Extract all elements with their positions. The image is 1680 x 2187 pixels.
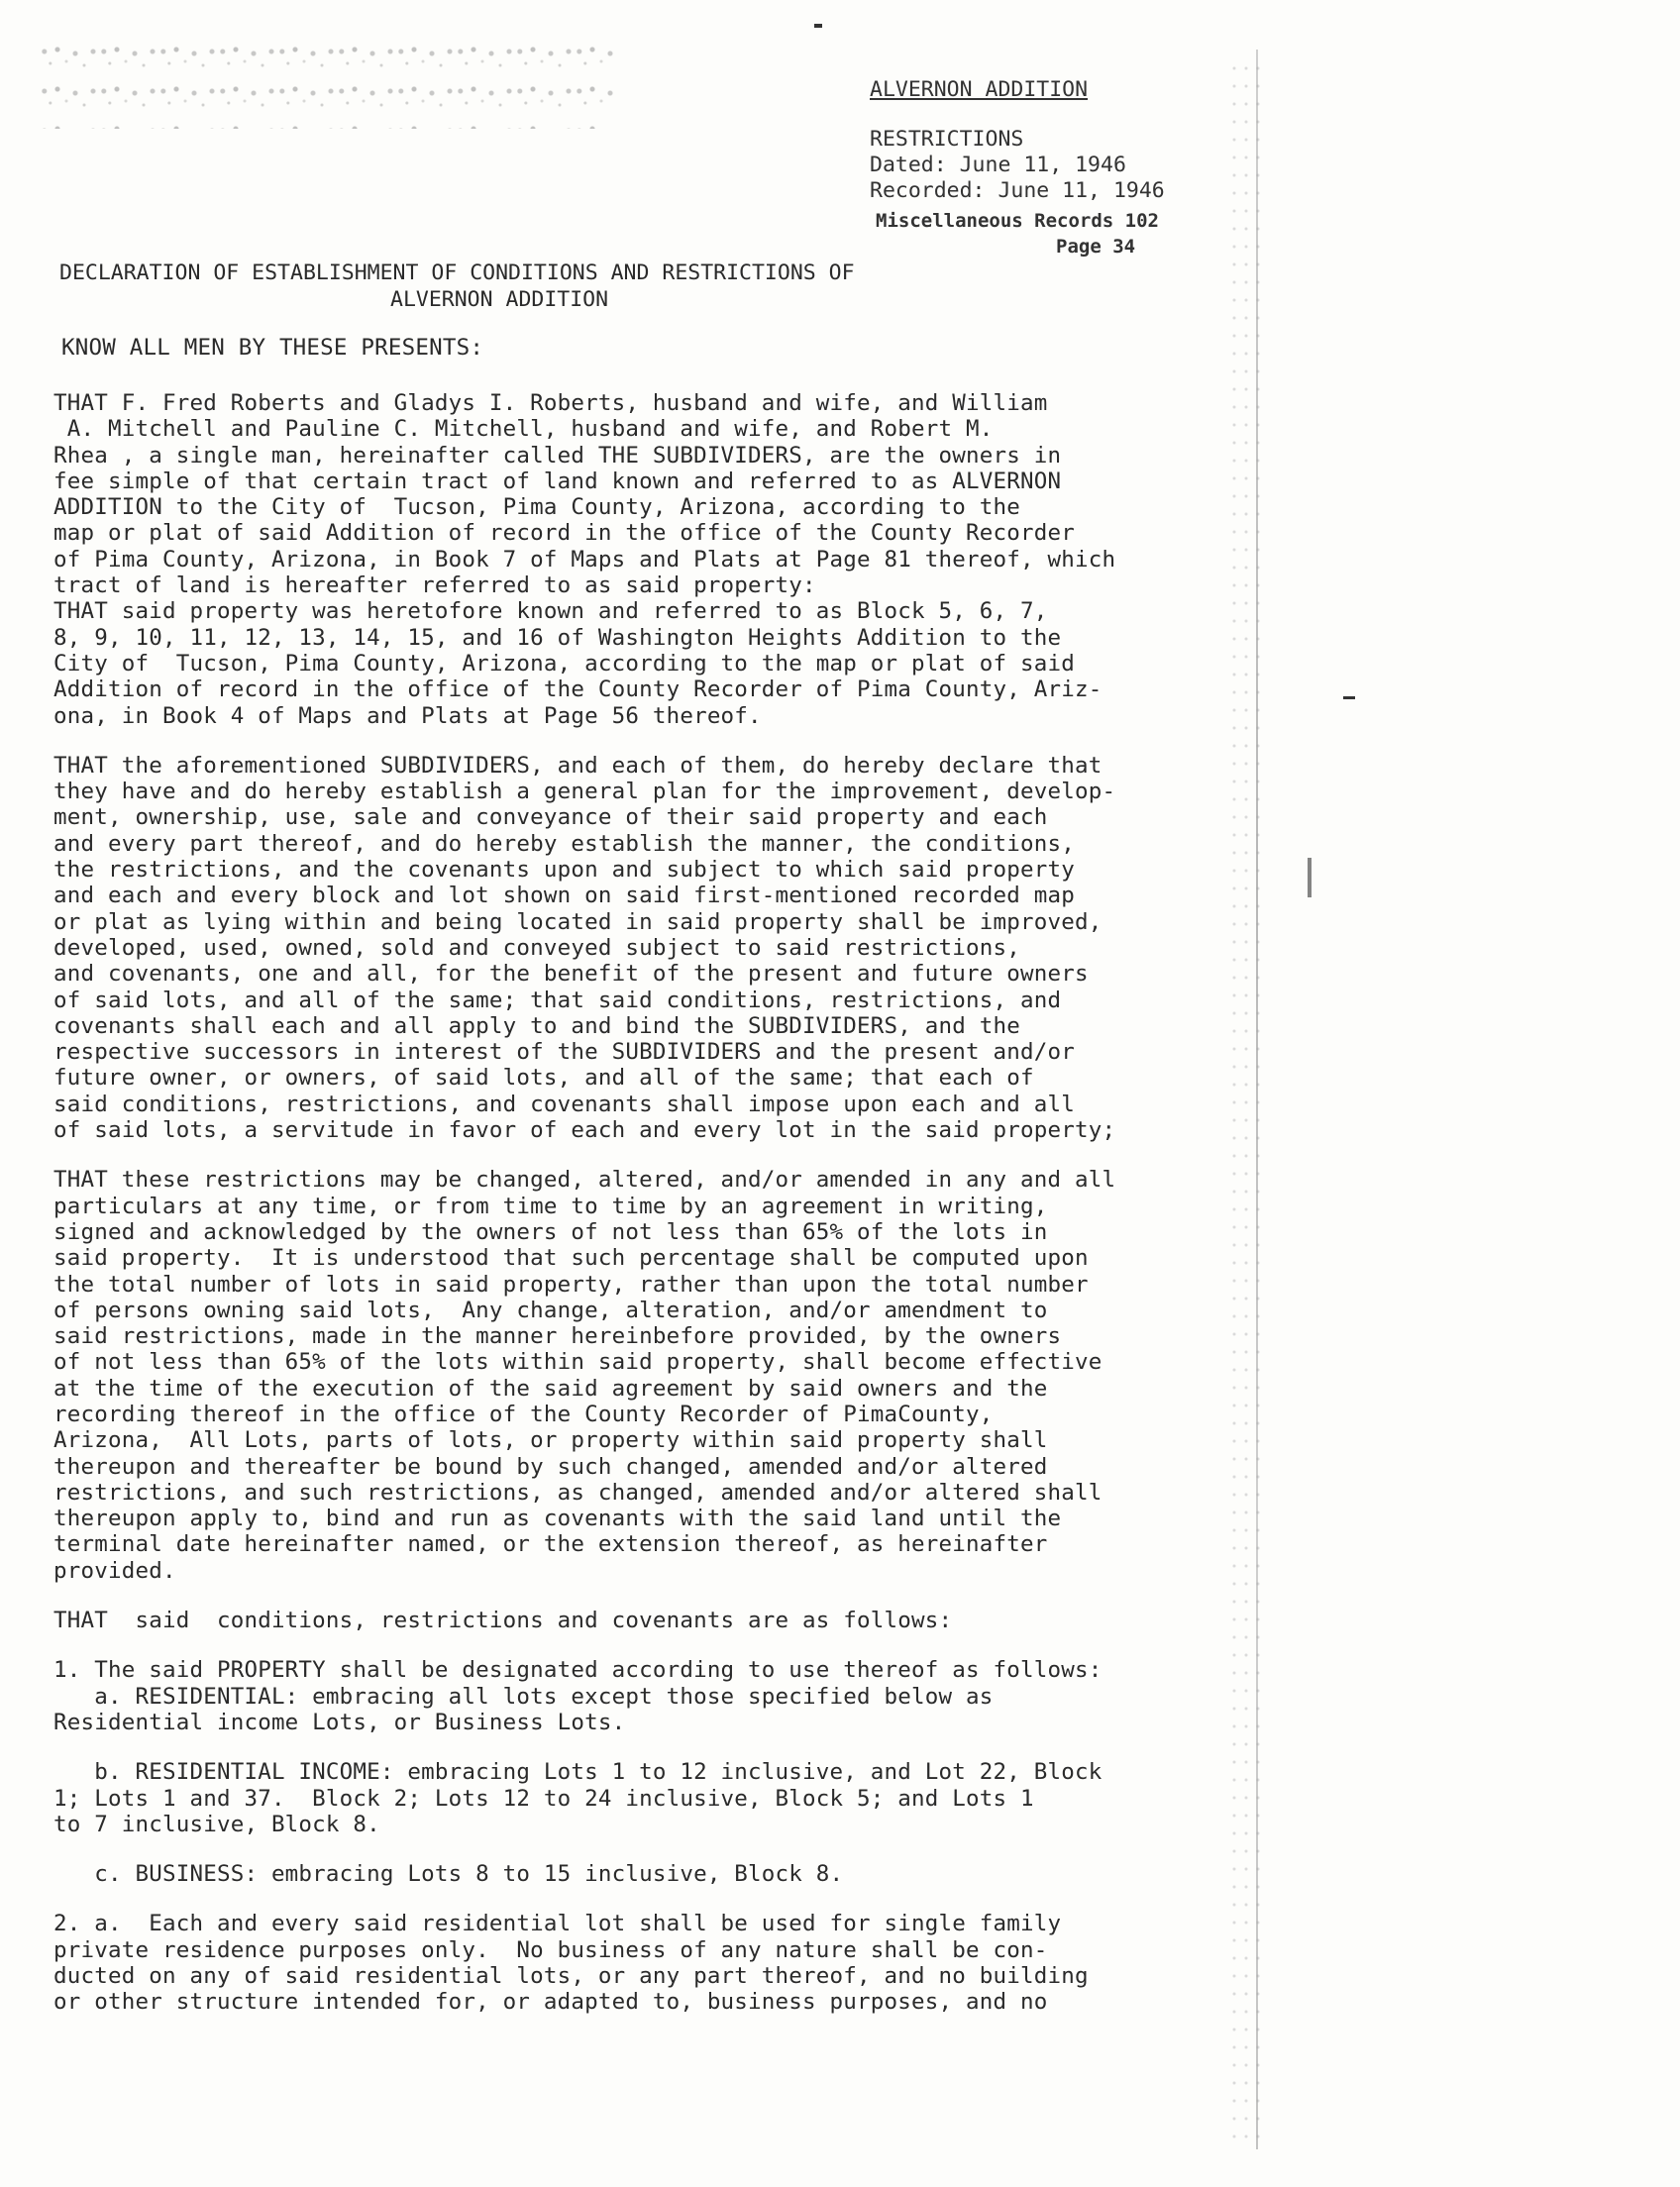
- text-line: respective successors in interest of the SUBDIVIDERS and the present and/or: [53, 1039, 1075, 1066]
- text-line: or plat as lying within and being located in said property shall be improved,: [53, 908, 1102, 935]
- stray-mark: [814, 24, 822, 28]
- text-line: and covenants, one and all, for the benefit of the present and future owners: [53, 961, 1089, 988]
- header-misc-records: Miscellaneous Records 102: [876, 210, 1159, 232]
- paragraph: [53, 753, 1262, 1143]
- text-line: Residential income Lots, or Business Lots.: [53, 1709, 626, 1735]
- paragraph: [53, 390, 1262, 729]
- text-line: THAT these restrictions may be changed, altered, and/or amended in any and all: [53, 1167, 1116, 1194]
- document-body: [53, 390, 1262, 2039]
- header-line: RESTRICTIONS: [870, 127, 1024, 152]
- text-line: or other structure intended for, or adapted to, business purposes, and no: [53, 1989, 1048, 2016]
- header-line: Recorded: June 11, 1946: [870, 178, 1165, 203]
- text-line: the restrictions, and the covenants upon and subject to which said property: [53, 857, 1075, 884]
- text-line: said restrictions, made in the manner hereinbefore provided, by the owners: [53, 1323, 1062, 1350]
- text-line: future owner, or owners, of said lots, and all of the same; that each of: [53, 1065, 1034, 1092]
- text-line: at the time of the execution of the said agreement by said owners and the: [53, 1375, 1048, 1402]
- text-line: the total number of lots in said property, rather than upon the total number: [53, 1271, 1089, 1298]
- paragraph: [53, 1167, 1262, 1584]
- text-line: tract of land is hereafter referred to as said property:: [53, 573, 816, 599]
- document-title-line1: DECLARATION OF ESTABLISHMENT OF CONDITIONS AND RESTRICTIONS OF: [59, 260, 855, 285]
- text-line: A. Mitchell and Pauline C. Mitchell, husband and wife, and Robert M.: [53, 416, 994, 443]
- text-line: of said lots, and all of the same; that said conditions, restrictions, and: [53, 987, 1062, 1013]
- text-line: map or plat of said Addition of record in the office of the County Recorder: [53, 520, 1075, 547]
- scan-artifact: [40, 40, 614, 129]
- stray-mark: [1308, 858, 1312, 897]
- text-line: ona, in Book 4 of Maps and Plats at Page 56 thereof.: [53, 702, 762, 729]
- text-line: signed and acknowledged by the owners of not less than 65% of the lots in: [53, 1218, 1048, 1245]
- text-line: thereupon and thereafter be bound by such changed, amended and/or altered: [53, 1453, 1048, 1480]
- text-line: 2. a. Each and every said residential lot shall be used for single family: [53, 1911, 1062, 1937]
- text-line: ADDITION to the City of Tucson, Pima County, Arizona, according to the: [53, 494, 1020, 521]
- text-line: of persons owning said lots, Any change, alteration, and/or amendment to: [53, 1297, 1048, 1323]
- document-title-line2: ALVERNON ADDITION: [390, 287, 609, 312]
- text-line: 1. The said PROPERTY shall be designated according to use thereof as follows:: [53, 1657, 1102, 1684]
- text-line: THAT the aforementioned SUBDIVIDERS, and each of them, do hereby declare that: [53, 752, 1102, 779]
- text-line: restrictions, and such restrictions, as changed, amended and/or altered shall: [53, 1479, 1102, 1506]
- text-line: of said lots, a servitude in favor of each and every lot in the said property;: [53, 1117, 1116, 1144]
- text-line: particulars at any time, or from time to time by an agreement in writing,: [53, 1193, 1048, 1219]
- text-line: private residence purposes only. No business of any nature shall be con-: [53, 1936, 1048, 1963]
- text-line: City of Tucson, Pima County, Arizona, according to the map or plat of said: [53, 650, 1075, 677]
- text-line: and every part thereof, and do hereby establish the manner, the conditions,: [53, 830, 1075, 857]
- text-line: 1; Lots 1 and 37. Block 2; Lots 12 to 24 inclusive, Block 5; and Lots 1: [53, 1785, 1034, 1812]
- text-line: thereupon apply to, bind and run as covenants with the said land until the: [53, 1506, 1062, 1532]
- header-title: ALVERNON ADDITION: [870, 77, 1089, 102]
- text-line: ducted on any of said residential lots, or any part thereof, and no building: [53, 1963, 1089, 1990]
- text-line: ment, ownership, use, sale and conveyance of their said property and each: [53, 804, 1048, 831]
- text-line: terminal date hereinafter named, or the extension thereof, as hereinafter: [53, 1531, 1048, 1558]
- text-line: Rhea , a single man, hereinafter called THE SUBDIVIDERS, are the owners in: [53, 442, 1062, 469]
- text-line: said property. It is understood that such percentage shall be computed upon: [53, 1245, 1089, 1272]
- salutation: KNOW ALL MEN BY THESE PRESENTS:: [61, 335, 484, 361]
- text-line: THAT said conditions, restrictions and covenants are as follows:: [53, 1608, 953, 1634]
- restriction-item: [53, 1657, 1262, 1735]
- paragraph: [53, 1608, 1262, 1633]
- restriction-item: [53, 1759, 1262, 1837]
- text-line: to 7 inclusive, Block 8.: [53, 1811, 380, 1837]
- text-line: Arizona, All Lots, parts of lots, or property within said property shall: [53, 1427, 1048, 1454]
- text-line: b. RESIDENTIAL INCOME: embracing Lots 1 to 12 inclusive, and Lot 22, Block: [53, 1759, 1102, 1786]
- text-line: recording thereof in the office of the County Recorder of PimaCounty,: [53, 1401, 994, 1427]
- text-line: 8, 9, 10, 11, 12, 13, 14, 15, and 16 of Washington Heights Addition to the: [53, 624, 1062, 651]
- text-line: of not less than 65% of the lots within said property, shall become effective: [53, 1349, 1102, 1376]
- text-line: developed, used, owned, sold and conveyed subject to said restrictions,: [53, 934, 1020, 961]
- header-details: [870, 127, 1165, 204]
- text-line: fee simple of that certain tract of land known and referred to as ALVERNON: [53, 468, 1062, 494]
- text-line: THAT said property was heretofore known and referred to as Block 5, 6, 7,: [53, 598, 1048, 625]
- text-line: and each and every block and lot shown on said first-mentioned recorded map: [53, 883, 1075, 909]
- text-line: Addition of record in the office of the County Recorder of Pima County, Ariz-: [53, 677, 1102, 703]
- stray-mark: [1343, 696, 1355, 699]
- text-line: said conditions, restrictions, and covenants shall impose upon each and all: [53, 1091, 1075, 1117]
- text-line: they have and do hereby establish a general plan for the improvement, develop-: [53, 779, 1116, 805]
- text-line: a. RESIDENTIAL: embracing all lots except those specified below as: [53, 1683, 994, 1710]
- text-line: covenants shall each and all apply to and bind the SUBDIVIDERS, and the: [53, 1012, 1020, 1039]
- restriction-item: [53, 1911, 1262, 2015]
- text-line: THAT F. Fred Roberts and Gladys I. Roberts, husband and wife, and William: [53, 390, 1048, 416]
- text-line: c. BUSINESS: embracing Lots 8 to 15 inclusive, Block 8.: [53, 1861, 844, 1888]
- header-line: Dated: June 11, 1946: [870, 153, 1126, 177]
- text-line: of Pima County, Arizona, in Book 7 of Maps and Plats at Page 81 thereof, which: [53, 546, 1116, 573]
- header-page-ref: Page 34: [1056, 236, 1136, 258]
- restriction-item: [53, 1861, 1262, 1887]
- text-line: provided.: [53, 1557, 176, 1584]
